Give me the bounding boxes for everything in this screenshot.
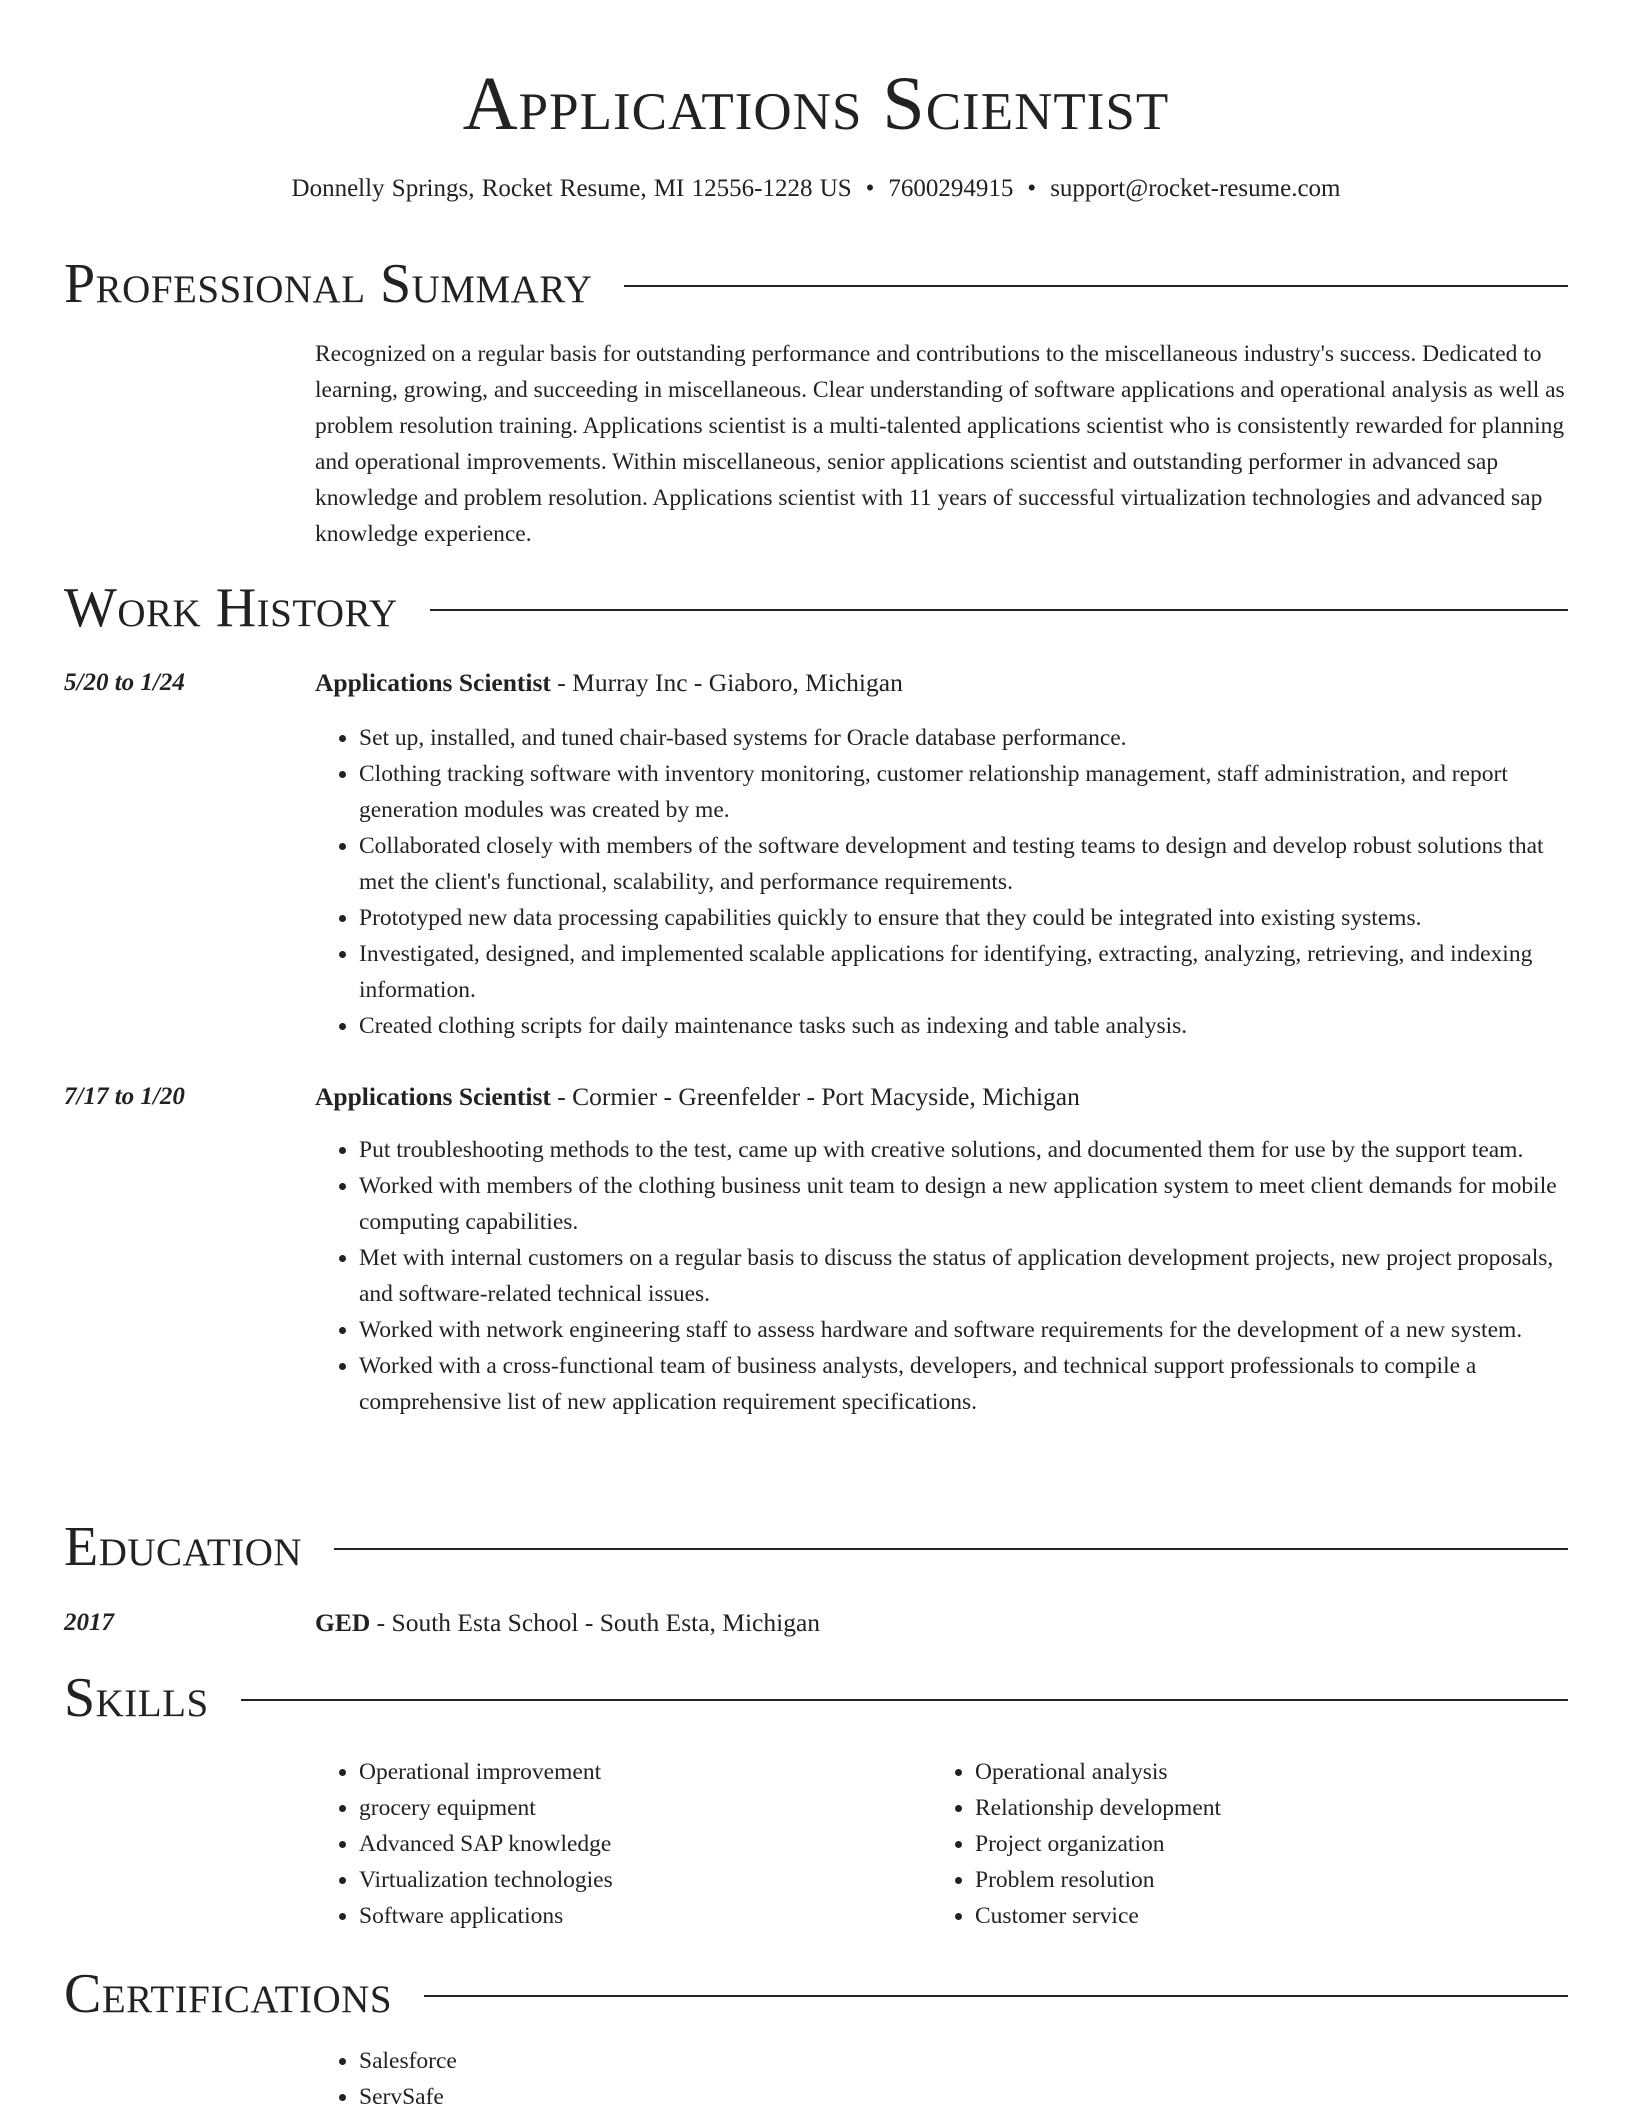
section-header-certifications: [64, 1962, 1568, 2026]
section-header-skills: [64, 1666, 1568, 1730]
contact-address: Donnelly Springs, Rocket Resume, MI 12556-1228 US: [291, 175, 852, 202]
job-bullet: • Worked with members of the clothing business unit team to design a new application system to meet client demands for mobile computing capabilities.: [359, 1168, 1567, 1240]
contact-separator: •: [865, 175, 875, 202]
section-title-skills: Skills: [64, 1667, 209, 1729]
education-heading: [315, 1606, 820, 1640]
job-bullet: • Created clothing scripts for daily maintenance tasks such as indexing and table analysis.: [359, 1008, 1567, 1044]
skills-list-right: [931, 1754, 1575, 1934]
education-year: 2017: [64, 1609, 114, 1636]
job-bullet: • Prototyped new data processing capabilities quickly to ensure that they could be integrated into existing systems.: [359, 900, 1567, 936]
skill-item: • Customer service: [975, 1898, 1575, 1934]
job-heading: [315, 666, 903, 700]
contact-line: [0, 172, 1632, 206]
job-bullet: • Met with internal customers on a regular basis to discuss the status of application development projects, new project proposals, and software-related technical issues.: [359, 1240, 1567, 1312]
skill-item: • Relationship development: [975, 1790, 1575, 1826]
summary-text: Recognized on a regular basis for outstanding performance and contributions to the miscellaneous industry's success. Dedicated to learning, growing, and succeeding in miscellaneous. Clear understanding of software applications and operational analysis as well as problem resolution training. Applications scientist is a multi-talented applications scientist who is consistently rewarded for planning and operational improvements. Within miscellaneous, senior applications scientist and outstanding performer in advanced sap knowledge and problem resolution. Applications scientist with 11 years of successful virtualization technologies and advanced sap knowledge experience.: [315, 341, 1565, 547]
job-bullets: [315, 1132, 1567, 1420]
job-title: Applications Scientist: [315, 1082, 551, 1111]
section-divider: [424, 1995, 1568, 1997]
job-dates: 7/17 to 1/20: [64, 1083, 185, 1110]
section-divider: [241, 1699, 1568, 1701]
contact-phone: 7600294915: [888, 175, 1014, 202]
skill-item: • grocery equipment: [359, 1790, 959, 1826]
contact-email: support@rocket-resume.com: [1050, 175, 1341, 202]
certification-item: • Salesforce: [359, 2043, 959, 2079]
certification-item: • ServSafe: [359, 2079, 959, 2115]
section-title-certifications: Certifications: [64, 1963, 393, 2025]
skill-item: • Virtualization technologies: [359, 1862, 959, 1898]
skill-item: • Advanced SAP knowledge: [359, 1826, 959, 1862]
section-header-work: [64, 576, 1568, 640]
skills-list-left: [315, 1754, 959, 1934]
skill-item: • Software applications: [359, 1898, 959, 1934]
candidate-name: Applications Scientist: [462, 62, 1170, 146]
job-bullet: • Clothing tracking software with inventory monitoring, customer relationship management, staff administration, and report generation modules was created by me.: [359, 756, 1567, 828]
job-details: - Murray Inc - Giaboro, Michigan: [550, 668, 903, 697]
contact-separator: •: [1027, 175, 1037, 202]
job-details: - Cormier - Greenfelder - Port Macyside, Michigan: [550, 1082, 1080, 1111]
job-heading: [315, 1080, 1080, 1114]
skill-item: • Operational improvement: [359, 1754, 959, 1790]
job-title: Applications Scientist: [315, 668, 551, 697]
certifications-list: [315, 2043, 959, 2115]
job-bullet: • Put troubleshooting methods to the test, came up with creative solutions, and documented them for use by the support team.: [359, 1132, 1567, 1168]
skill-item: • Problem resolution: [975, 1862, 1575, 1898]
job-bullet: • Set up, installed, and tuned chair-based systems for Oracle database performance.: [359, 720, 1567, 756]
skill-item: • Operational analysis: [975, 1754, 1575, 1790]
job-bullet: • Worked with network engineering staff to assess hardware and software requirements for the development of a new system.: [359, 1312, 1567, 1348]
section-title-work: Work History: [64, 577, 398, 639]
section-divider: [334, 1548, 1568, 1550]
job-dates: 5/20 to 1/24: [64, 669, 185, 696]
section-header-summary: [64, 252, 1568, 316]
education-details: - South Esta School - South Esta, Michigan: [370, 1608, 821, 1637]
job-bullet: • Investigated, designed, and implemented scalable applications for identifying, extracting, analyzing, retrieving, and indexing information.: [359, 936, 1567, 1008]
section-header-education: [64, 1515, 1568, 1579]
job-bullet: • Worked with a cross-functional team of business analysts, developers, and technical support professionals to compile a comprehensive list of new application requirement specifications.: [359, 1348, 1567, 1420]
section-title-education: Education: [64, 1516, 303, 1578]
job-bullet: • Collaborated closely with members of the software development and testing teams to design and develop robust solutions that met the client's functional, scalability, and performance requirements.: [359, 828, 1567, 900]
section-divider: [430, 609, 1568, 611]
education-degree: GED: [315, 1608, 371, 1637]
job-bullets: [315, 720, 1567, 1044]
section-title-summary: Professional Summary: [64, 253, 593, 315]
skill-item: • Project organization: [975, 1826, 1575, 1862]
section-divider: [624, 285, 1568, 287]
